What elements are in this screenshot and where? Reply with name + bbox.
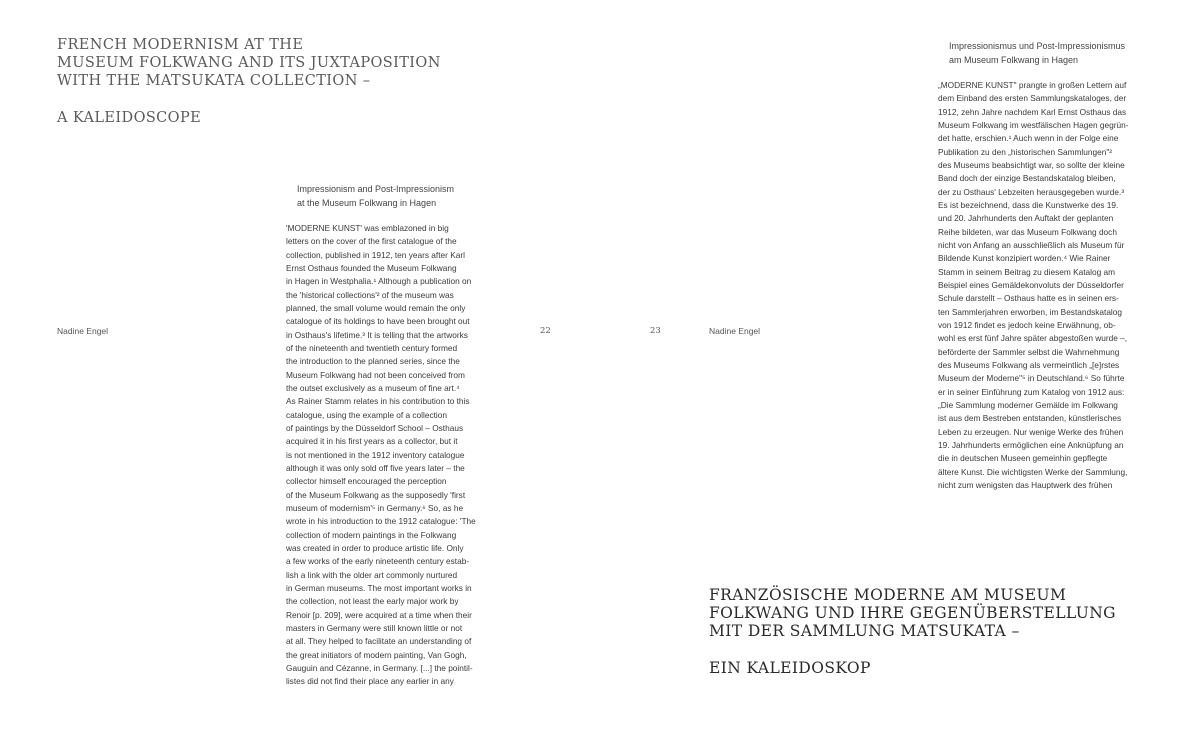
text-line: „Die Sammlung moderner Gemälde im Folkwang bbox=[938, 399, 1118, 410]
body-text-english bbox=[286, 222, 501, 688]
text-line: the great initiators of modern painting, Van Gogh, bbox=[286, 649, 467, 660]
text-line: museum of modernism'⁵ in Germany.⁶ So, as he bbox=[286, 502, 464, 513]
section-heading-english bbox=[297, 183, 454, 210]
text-line: der zu Osthaus' Lebzeiten herausgegeben wurde.³ bbox=[938, 186, 1125, 197]
text-line: ist aus dem Bestreben entstanden, künstlerisches bbox=[938, 413, 1122, 424]
chapter-title-german bbox=[709, 586, 1149, 677]
text-line: Band doch der einzige Bestandskatalog bleiben, bbox=[938, 173, 1116, 184]
text-line: in Hagen in Westphalia.¹ Although a publication on bbox=[286, 276, 472, 287]
section-heading-german bbox=[949, 40, 1125, 67]
text-line: er in seiner Einführung zum Katalog von 1912 aus: bbox=[938, 386, 1125, 397]
text-line: Schule darstellt – Osthaus hatte es in seinen ers- bbox=[938, 293, 1119, 304]
page-number-left: 22 bbox=[540, 326, 551, 336]
text-line: catalogue, using the example of a collection bbox=[286, 409, 447, 420]
title-line: FRENCH MODERNISM AT THE bbox=[57, 37, 304, 53]
text-line: collection of modern paintings in the Folkwang bbox=[286, 529, 457, 540]
text-line: the outset exclusively as a museum of fine art.⁴ bbox=[286, 382, 460, 393]
body-text-german bbox=[938, 79, 1153, 492]
text-line: Reihe bildeten, war das Museum Folkwang doch bbox=[938, 226, 1117, 237]
text-line: nicht zum wenigsten das Hauptwerk des frühen bbox=[938, 479, 1113, 490]
text-line: beförderte der Sammler selbst die Wahrnehmung bbox=[938, 346, 1120, 357]
text-line: listes did not find their place any earlier in any bbox=[286, 676, 454, 687]
text-line: Es ist bezeichnend, dass die Kunstwerke des 19. bbox=[938, 199, 1119, 210]
chapter-title-english bbox=[57, 36, 497, 127]
chapter-subtitle-english: A KALEIDOSCOPE bbox=[57, 110, 202, 126]
text-line: von 1912 findet es jedoch keine Erwähnung, ob- bbox=[938, 319, 1116, 330]
text-line: wrote in his introduction to the 1912 catalogue: 'The bbox=[286, 516, 476, 527]
text-line: planned, the small volume would remain the only bbox=[286, 302, 466, 313]
text-line: des Museums Folkwang als vermeintlich „[e]rstes bbox=[938, 359, 1120, 370]
text-line: lish a link with the older art commonly nurtured bbox=[286, 569, 458, 580]
text-line: acquired it in his first years as a collector, but it bbox=[286, 436, 458, 447]
text-line: is not mentioned in the 1912 inventory catalogue bbox=[286, 449, 465, 460]
text-line: Stamm in seinem Beitrag zu diesem Katalog am bbox=[938, 266, 1116, 277]
page-number-right: 23 bbox=[650, 326, 661, 336]
text-line: Gauguin and Cézanne, in Germany. [...] the pointil- bbox=[286, 662, 473, 673]
text-line: collection, published in 1912, ten years after Karl bbox=[286, 249, 465, 260]
text-line: a few works of the early nineteenth century estab- bbox=[286, 556, 470, 567]
text-line: Leben zu erzeugen. Nur wenige Werke des frühen bbox=[938, 426, 1124, 437]
text-line: collector himself encouraged the perception bbox=[286, 476, 447, 487]
title-line: MIT DER SAMMLUNG MATSUKATA – bbox=[709, 622, 1020, 640]
text-line: det hatte, erschien.¹ Auch wenn in der Folge eine bbox=[938, 133, 1119, 144]
text-line: wohl es erst fünf Jahre später abgestoßen wurde –, bbox=[938, 333, 1128, 344]
author-name-left: Nadine Engel bbox=[57, 326, 109, 336]
text-line: masters in Germany were still known little or not bbox=[286, 622, 463, 633]
text-line: dem Einband des ersten Sammlungskataloges, der bbox=[938, 93, 1127, 104]
text-line: catalogue of its holdings to have been brought out bbox=[286, 316, 470, 327]
title-line: MUSEUM FOLKWANG AND ITS JUXTAPOSITION bbox=[57, 55, 441, 71]
text-line: although it was only sold off five years later – the bbox=[286, 462, 465, 473]
section-heading-line: Impressionismus und Post-Impressionismus bbox=[949, 41, 1126, 51]
text-line: of paintings by the Düsseldorf School – Osthaus bbox=[286, 422, 464, 433]
chapter-subtitle-german: EIN KALEIDOSKOP bbox=[709, 659, 871, 677]
text-line: in German museums. The most important works in bbox=[286, 582, 472, 593]
text-line: Museum Folkwang had not been conceived from bbox=[286, 369, 465, 380]
text-line: of the nineteenth and twentieth century formed bbox=[286, 342, 458, 353]
text-line: 19. Jahrhunderts ermöglichen eine Anknüpfung an bbox=[938, 439, 1124, 450]
text-line: at all. They helped to facilitate an understanding of bbox=[286, 636, 472, 647]
text-line: Publikation zu den „historischen Sammlungen"² bbox=[938, 146, 1113, 157]
text-line: ältere Kunst. Die wichtigsten Werke der Sammlung, bbox=[938, 466, 1128, 477]
text-line: 'MODERNE KUNST' was emblazoned in big bbox=[286, 223, 449, 233]
section-heading-line: at the Museum Folkwang in Hagen bbox=[297, 197, 437, 208]
text-line: Beispiel eines Gemäldekonvoluts der Düsseldorfer bbox=[938, 279, 1124, 290]
text-line: nicht von Anfang an ausschließlich als Museum für bbox=[938, 239, 1125, 250]
title-line: FRANZÖSISCHE MODERNE AM MUSEUM bbox=[709, 586, 1067, 604]
text-line: in Osthaus's lifetime.³ It is telling that the artworks bbox=[286, 329, 468, 340]
section-heading-line: Impressionism and Post-Impressionism bbox=[297, 184, 455, 194]
text-line: Museum der Moderne"⁵ in Deutschland.⁶ So führte bbox=[938, 373, 1125, 384]
text-line: As Rainer Stamm relates in his contribution to this bbox=[286, 396, 470, 407]
text-line: Renoir [p. 209], were acquired at a time when their bbox=[286, 609, 472, 620]
author-name-right: Nadine Engel bbox=[709, 326, 761, 336]
text-line: Museum Folkwang im westfälischen Hagen gegrün- bbox=[938, 119, 1129, 130]
title-line: FOLKWANG UND IHRE GEGENÜBERSTELLUNG bbox=[709, 604, 1116, 622]
text-line: die in deutschen Museen gemeinhin gepflegte bbox=[938, 453, 1108, 464]
title-line: WITH THE MATSUKATA COLLECTION – bbox=[57, 73, 371, 89]
text-line: letters on the cover of the first catalogue of the bbox=[286, 236, 457, 247]
text-line: des Museums beabsichtigt war, so sollte der kleine bbox=[938, 159, 1125, 170]
text-line: und 20. Jahrhunderts den Auftakt der geplanten bbox=[938, 213, 1114, 224]
text-line: 1912, zehn Jahre nachdem Karl Ernst Osthaus das bbox=[938, 106, 1127, 117]
text-line: of the Museum Folkwang as the supposedly 'first bbox=[286, 489, 466, 500]
text-line: the 'historical collections'² of the museum was bbox=[286, 289, 454, 300]
text-line: Ernst Osthaus founded the Museum Folkwang bbox=[286, 262, 457, 273]
text-line: Bildende Kunst konzipiert worden.⁴ Wie Rainer bbox=[938, 253, 1111, 264]
text-line: the collection, not least the early major work by bbox=[286, 596, 459, 607]
text-line: the introduction to the planned series, since the bbox=[286, 356, 460, 367]
text-line: was created in order to produce artistic life. Only bbox=[286, 542, 464, 553]
section-heading-line: am Museum Folkwang in Hagen bbox=[949, 54, 1079, 65]
text-line: ten Sammlerjahren erworben, im Bestandskatalog bbox=[938, 306, 1123, 317]
text-line: „MODERNE KUNST" prangte in großen Lettern auf bbox=[938, 80, 1127, 90]
